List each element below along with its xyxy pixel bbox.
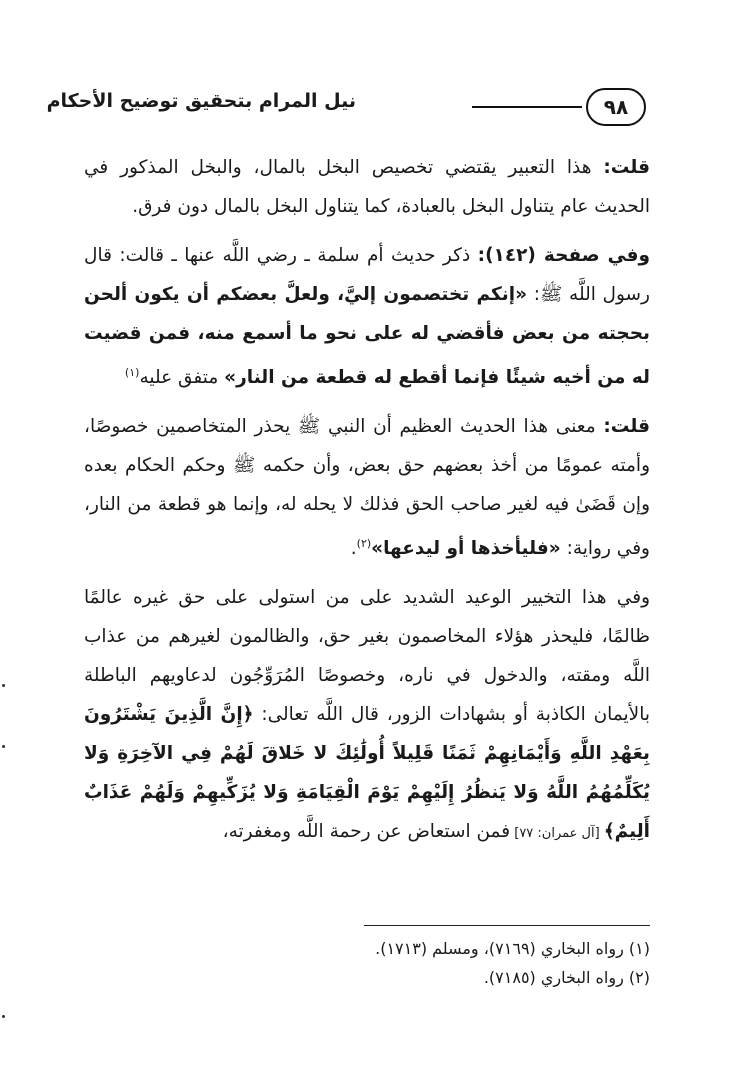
hadith-quote: «فليأخذها أو ليدعها»: [371, 538, 561, 560]
footnote-marker: (١): [124, 366, 140, 379]
edge-mark: [2, 1015, 5, 1018]
footnote-2: (٢) رواه البخاري (٧١٨٥).: [483, 968, 650, 987]
page-number: ٩٨: [586, 88, 646, 126]
footnote-marker: (٢): [356, 537, 372, 551]
paragraph-2: [84, 236, 650, 397]
paragraph-text: وفي هذا التخيير الوعيد الشديد على من استولى على حق غيره عالمًا ظالمًا، فليحذر هؤلاء المخاصمون بغير حق، والظالمون لغيرهم من عذاب اللَّه ومقته، والدخول في ناره، وخصوصًا المُرَوِّجُون لدعاويهم الباطلة بالأيمان الكاذبة أو بشهادات الزور، قال اللَّه تعالى:: [84, 587, 650, 726]
paragraph-lead: قلت:: [603, 157, 650, 178]
paragraph-3: [84, 407, 650, 568]
book-title: نيل المرام بتحقيق توضيح الأحكام: [46, 90, 356, 112]
paragraph-text: متفق عليه: [139, 367, 225, 389]
paragraph-text: ذكر حديث أم سلمة ـ رضي اللَّه عنها ـ قالت: قال رسول اللَّه ﷺ:: [84, 245, 650, 305]
paragraph-lead: قلت:: [603, 416, 650, 438]
paragraph-text: .: [350, 538, 357, 560]
paragraph-text: هذا التعبير يقتضي تخصيص البخل بالمال، والبخل المذكور في الحديث عام يتناول البخل بالعبادة، كما يتناول البخل بالمال دون فرق.: [84, 157, 650, 217]
footnote-divider: [364, 925, 650, 926]
paragraph-4: [84, 578, 650, 853]
edge-mark: [2, 745, 5, 748]
paragraph-text: فمن استعاض عن رحمة اللَّه ومغفرته،: [222, 821, 511, 843]
paragraph-lead: وفي صفحة (١٤٢):: [477, 245, 650, 266]
quran-verse: ﴿إِنَّ الَّذِينَ يَشْتَرُونَ بِعَهْدِ اللَّهِ وَأَيْمَانِهِمْ ثَمَنًا قَلِيلاً أُولَٰئِكَ لا خَلاقَ لَهُمْ فِي الآخِرَةِ وَلا يُكَلِّمُهُمُ اللَّهُ وَلا يَنظُرُ إِلَيْهِمْ يَوْمَ الْقِيَامَةِ وَلا يُزَكِّيهِمْ وَلَهُمْ عَذَابٌ أَلِيمٌ﴾: [84, 704, 650, 843]
page-header: [46, 84, 646, 132]
verse-reference: [آل عمران: ٧٧]: [510, 826, 604, 842]
footnote-1: (١) رواه البخاري (٧١٦٩)، ومسلم (١٧١٣).: [375, 939, 650, 958]
paragraph-1: [84, 148, 650, 226]
edge-mark: [2, 684, 5, 687]
main-text: [84, 148, 650, 863]
hadith-quote: «إنكم تختصمون إليَّ، ولعلَّ بعضكم أن يكون ألحن بحجته من بعض فأقضي له على نحو ما أسمع منه، فمن قضيت له من أخيه شيئًا فإنما أقطع له قطعة من النار»: [84, 284, 650, 389]
footnotes: [90, 934, 650, 992]
paragraph-text: معنى هذا الحديث العظيم أن النبي ﷺ يحذر المتخاصمين خصوصًا، وأمته عمومًا من أخذ بعضهم حق بعض، وأن حكمه ﷺ وحكم الحكام بعده وإن قَضَىٰ فيه لغير صاحب الحق فذلك لا يحله له، وإنما هو قطعة من النار، وفي رواية:: [84, 416, 650, 560]
header-rule: [472, 106, 582, 108]
